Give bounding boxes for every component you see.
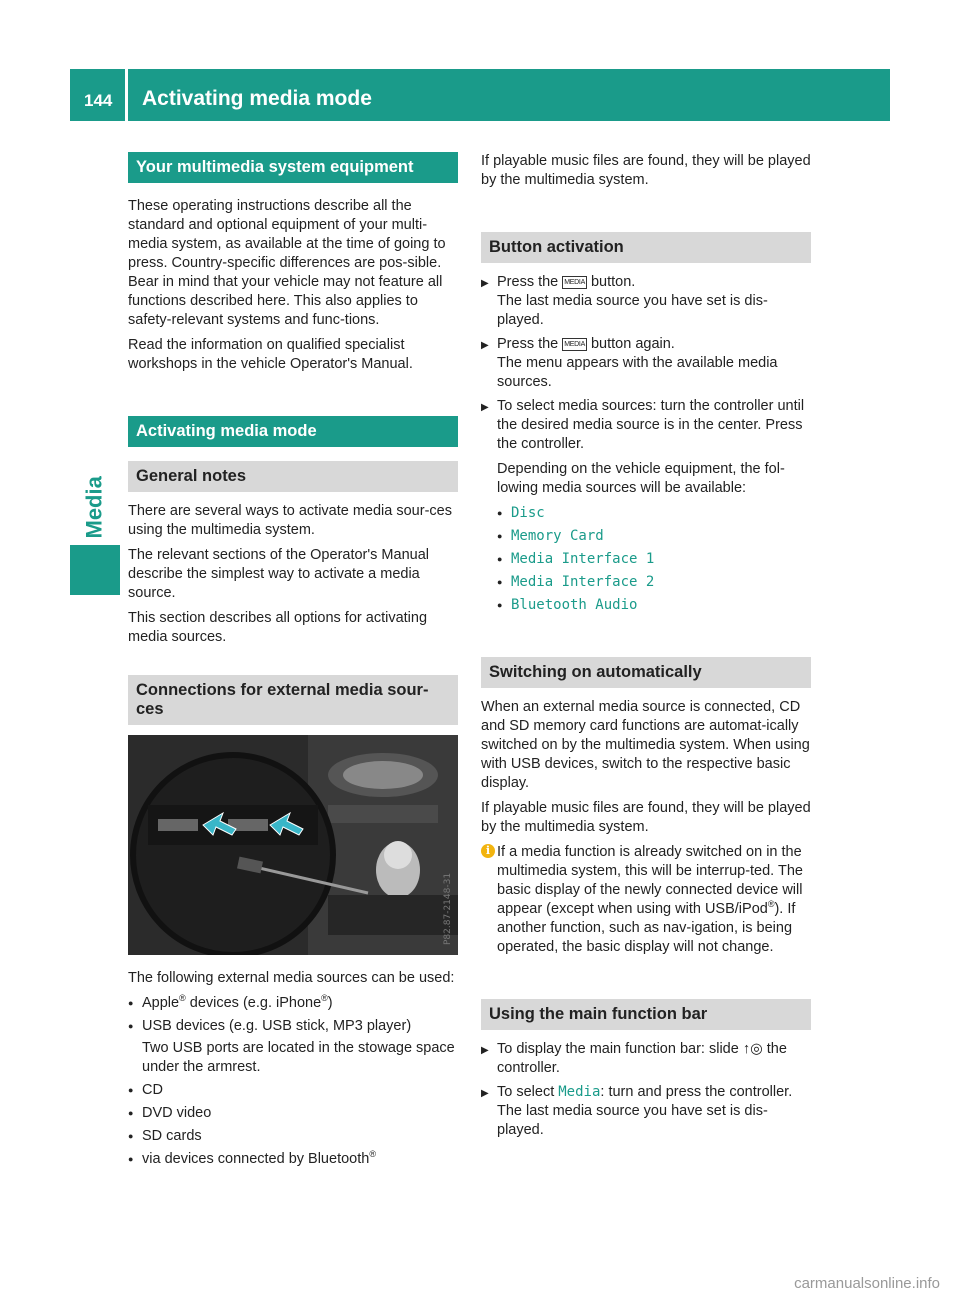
header-divider	[125, 69, 128, 121]
paragraph: These operating instructions describe all the standard and optional equipment of your multi-media system, as available at the time of going to press. Country-specific differences are pos-sible. Bear in mind that your vehicle may not feature all functions described here. This also applies to safety-relevant systems and func-tions.	[128, 198, 446, 328]
step-item: ▶ Press the MEDIA button. The last media source you have set is dis-played.	[481, 273, 811, 330]
side-tab-label: Media	[81, 476, 107, 539]
paragraph: If playable music files are found, they will be played by the multimedia system.	[481, 800, 811, 835]
external-sources-list	[128, 994, 458, 1169]
menu-item-media: Media	[558, 1084, 601, 1100]
heading-main-function-bar: Using the main function bar	[481, 999, 811, 1030]
page-number: 144	[84, 91, 113, 110]
heading-connections-external: Connections for external media sour-ces	[128, 675, 458, 725]
list-item: ● SD cards	[128, 1127, 458, 1146]
side-tab-marker	[70, 545, 120, 595]
list-item: ● DVD video	[128, 1104, 458, 1123]
page-header	[70, 69, 890, 121]
step-item: ▶ To select Media: turn and press the controller. The last media source you have set is dis-played.	[481, 1083, 811, 1140]
list-item: ● via devices connected by Bluetooth®	[128, 1150, 458, 1169]
paragraph: Read the information on qualified specialist workshops in the vehicle Operator's Manual.	[128, 337, 413, 372]
controller-slide-icon: ↑◎	[742, 1041, 763, 1057]
paragraph: If playable music files are found, they will be played by the multimedia system.	[481, 153, 811, 188]
media-button-icon: MEDIA	[562, 338, 587, 351]
step-item: ▶ To display the main function bar: slide ↑◎ the controller.	[481, 1040, 811, 1078]
paragraph: The following external media sources can be used:	[128, 970, 455, 986]
paragraph: There are several ways to activate media sour-ces using the multimedia system.	[128, 503, 452, 538]
media-button-icon: MEDIA	[562, 276, 587, 289]
usb-ports-photo	[128, 735, 458, 955]
right-column	[481, 152, 811, 1146]
list-item: ● Media Interface 2	[497, 573, 811, 592]
list-item: ● Memory Card	[497, 527, 811, 546]
step-item: ▶ Press the MEDIA button again. The menu appears with the available media sources.	[481, 335, 811, 392]
left-column	[128, 152, 458, 1175]
paragraph: This section describes all options for activating media sources.	[128, 610, 428, 645]
watermark: carmanualsonline.info	[794, 1275, 940, 1292]
list-item: ● Disc	[497, 504, 811, 523]
info-note: i If a media function is already switched on in the multimedia system, this will be interrup-ted. The basic display of the newly connected device will appear (except when using with USB/iPod®). If another function, such as nav-igation, is being operated, the basic display will not change.	[481, 843, 811, 957]
heading-multimedia-equipment: Your multimedia system equipment	[128, 152, 458, 183]
heading-activating-media-mode: Activating media mode	[128, 416, 458, 447]
paragraph: The relevant sections of the Operator's Manual describe the simplest way to activate a media source.	[128, 547, 429, 601]
step-item: ▶ To select media sources: turn the controller until the desired media source is in the center. Press the controller. Depending on the vehicle equipment, the fol-lowing media sources will be available:	[481, 397, 811, 498]
image-code: P82.87-2148-31	[443, 872, 453, 945]
paragraph: When an external media source is connected, CD and SD memory card functions are automat-ically switched on by the multimedia system. When using with USB devices, switch to the respective basic display.	[481, 699, 810, 791]
list-item: ● Apple® devices (e.g. iPhone®)	[128, 994, 458, 1013]
heading-general-notes: General notes	[128, 461, 458, 492]
heading-switching-on: Switching on automatically	[481, 657, 811, 688]
page-title: Activating media mode	[142, 87, 372, 110]
info-icon: i	[481, 844, 495, 858]
media-sources-list	[481, 504, 811, 615]
heading-button-activation: Button activation	[481, 232, 811, 263]
list-item: ● Bluetooth Audio	[497, 596, 811, 615]
list-item: ● Media Interface 1	[497, 550, 811, 569]
button-activation-steps	[481, 273, 811, 498]
list-item: ● USB devices (e.g. USB stick, MP3 player) Two USB ports are located in the stowage space under the armrest.	[128, 1017, 458, 1077]
main-function-bar-steps	[481, 1040, 811, 1140]
list-item: ● CD	[128, 1081, 458, 1100]
